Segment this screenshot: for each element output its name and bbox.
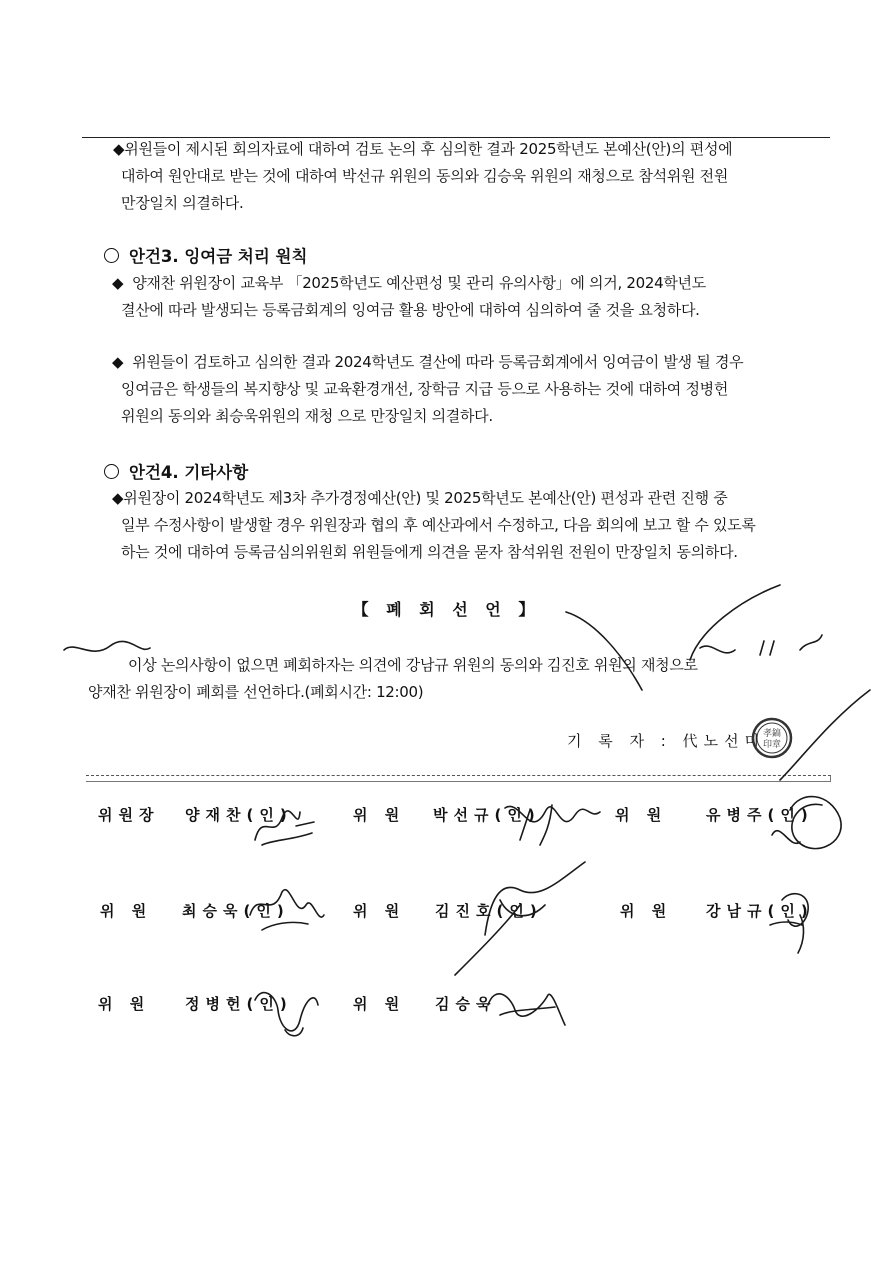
paragraph-line: ◆ 양재찬 위원장이 교육부 「2025학년도 예산편성 및 관리 유의사항」에 의거, 2024학년도 <box>112 274 706 292</box>
agenda3-heading: 안건3. 잉여금 처리 원칙 <box>104 243 307 267</box>
signature-role: 위 원 <box>353 806 406 824</box>
signature-name: 박선규(인) <box>433 806 541 824</box>
paragraph-line: 잉여금은 학생들의 복지향상 및 교육환경개선, 장학금 지급 등으로 사용하는 것에 대하여 정병헌 <box>121 380 729 398</box>
paragraph-line: 대하여 원안대로 받는 것에 대하여 박선규 위원의 동의와 김승욱 위원의 재청으로 참석위원 전원 <box>121 167 729 185</box>
signature-scribble-icon <box>250 890 324 930</box>
paragraph-line: 결산에 따라 발생되는 등록금회계의 잉여금 활용 방안에 대하여 심의하여 줄 것을 요청하다. <box>121 301 700 319</box>
signature-role: 위 원 <box>620 902 673 920</box>
signature-name: 유병주(인) <box>706 806 814 824</box>
svg-text:孝鎬: 孝鎬 <box>762 729 782 739</box>
signature-scribble-icon <box>770 894 808 953</box>
diamond-bullet-icon: ◆ <box>112 353 124 371</box>
paragraph-line: 만장일치 의결하다. <box>121 194 244 212</box>
paragraph-line: 이상 논의사항이 없으면 폐회하자는 의견에 강남규 위원의 동의와 김진호 위원의 재청으로 <box>128 656 698 674</box>
paragraph-line: 일부 수정사항이 발생할 경우 위원장과 협의 후 예산과에서 수정하고, 다음 회의에 보고 할 수 있도록 <box>121 516 756 534</box>
paragraph-line: 위원의 동의와 최승욱위원의 재청 으로 만장일치 의결하다. <box>121 407 493 425</box>
signature-role: 위 원 <box>353 995 406 1013</box>
signature-name: 양재찬(인) <box>185 806 293 824</box>
signature-name: 강남규(인) <box>706 902 814 920</box>
signature-scribble-icon <box>455 862 585 975</box>
signature-role: 위 원 <box>615 806 668 824</box>
signature-scribble-icon <box>505 805 600 845</box>
signature-role: 위 원 <box>353 902 406 920</box>
recorder-label: 기 록 자 : <box>567 732 672 750</box>
diamond-bullet-icon: ◆ <box>113 140 125 158</box>
paragraph-line: 하는 것에 대하여 등록금심의위원회 위원들에게 의견을 묻자 참석위원 전원이 만장일치 동의하다. <box>121 543 738 561</box>
paragraph-line: ◆위원장이 2024학년도 제3차 추가경정예산(안) 및 2025학년도 본예산(안) 편성과 관련 진행 중 <box>112 489 728 507</box>
handwritten-annotation-icon <box>700 635 822 655</box>
signature-scribble-icon <box>772 797 841 849</box>
signature-name: 김진호(인) <box>435 902 543 920</box>
paragraph-line: ◆ 위원들이 검토하고 심의한 결과 2024학년도 결산에 따라 등록금회계에서 잉여금이 발생 될 경우 <box>112 353 744 371</box>
agenda4-heading: 안건4. 기타사항 <box>104 459 248 483</box>
signature-role: 위 원 <box>98 995 151 1013</box>
signature-name: 정병헌(인) <box>185 995 293 1013</box>
signature-scribble-icon <box>488 994 565 1025</box>
svg-text:印章: 印章 <box>762 740 782 750</box>
signature-scribble-icon <box>255 811 314 845</box>
recorder-name: 代노선미 <box>682 732 766 750</box>
signature-name: 김승욱 <box>435 995 497 1013</box>
handwritten-annotation-icon <box>780 690 870 780</box>
paragraph-line: ◆위원들이 제시된 회의자료에 대하여 검토 논의 후 심의한 결과 2025학년도 본예산(안)의 편성에 <box>113 140 733 158</box>
signature-role: 위 원 <box>100 902 153 920</box>
paragraph-line: 양재찬 위원장이 폐회를 선언하다.(폐회시간: 12:00) <box>88 683 424 701</box>
closing-title: 【 폐 회 선 언 】 <box>352 600 541 619</box>
signature-role: 위원장 <box>98 806 160 824</box>
diamond-bullet-icon: ◆ <box>112 274 124 292</box>
diamond-bullet-icon: ◆ <box>112 489 124 507</box>
handwritten-annotation-icon <box>566 585 780 690</box>
signature-scribble-icon <box>255 993 318 1036</box>
handwritten-annotation-icon <box>64 641 150 651</box>
signature-name: 최승욱(인) <box>182 902 290 920</box>
